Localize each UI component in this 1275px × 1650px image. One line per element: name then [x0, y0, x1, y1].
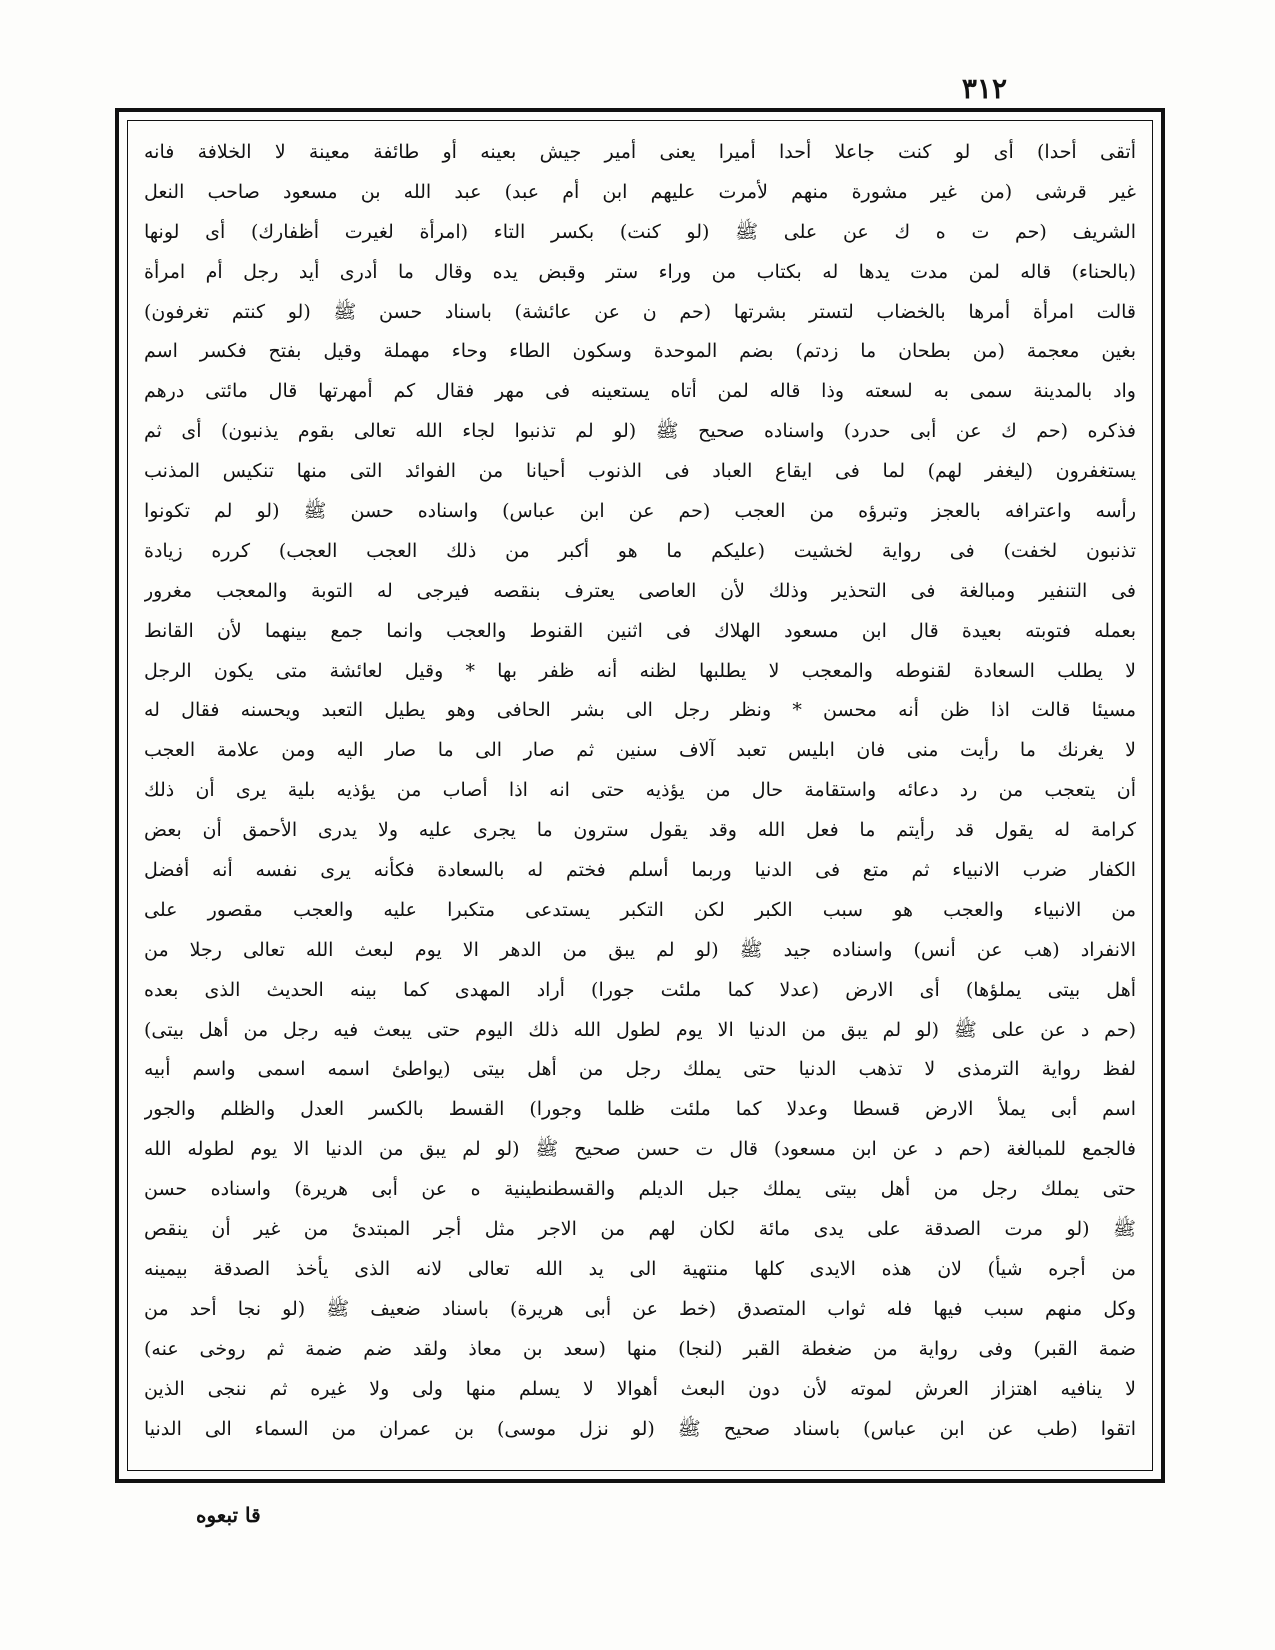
- text-line: لا ينافيه اهتزاز العرش لموته لأن دون البعث أهوالا لا يسلم منها ولى ولا غيره ثم ننجى الذين: [144, 1377, 1136, 1400]
- text-line: (حم د عن على ﷺ (لو لم يبق من الدنيا الا يوم لطول الله ذلك اليوم حتى يبعث فيه رجل من أهل بيتى): [144, 1018, 1136, 1041]
- text-line: غير قرشى (من غير مشورة منهم لأمرت عليهم ابن أم عبد) عبد الله بن مسعود صاحب النعل: [144, 180, 1136, 203]
- catchword: قا تبعوه: [196, 1503, 261, 1527]
- text-line: فذكره (حم ك عن أبى حدرد) واسناده صحيح ﷺ (لو لم تذنبوا لجاء الله تعالى بقوم يذنبون) أى ثم: [144, 420, 1136, 443]
- text-line: اسم أبى يملأ الارض قسطا وعدلا كما ملئت ظلما وجورا) القسط بالكسر العدل والظلم والجور: [144, 1098, 1136, 1121]
- text-line: فالجمع للمبالغة (حم د عن ابن مسعود) قال ت حسن صحيح ﷺ (لو لم يبق من الدنيا الا يوم لطوله الله: [144, 1138, 1136, 1161]
- text-line: وكل منهم سبب فيها فله ثواب المتصدق (خط عن أبى هريرة) باسناد ضعيف ﷺ (لو نجا أحد من: [144, 1297, 1136, 1320]
- text-line: أن يتعجب من رد دعائه واستقامة حال من يؤذيه حتى انه اذا أصاب من يؤذيه بلية يرى أن ذلك: [144, 779, 1136, 802]
- text-line: بعمله فتوبته بعيدة قال ابن مسعود الهلاك فى اثنين القنوط والعجب وانما جمع بينهما لأن القانط: [144, 619, 1136, 642]
- text-line: لفظ رواية الترمذى لا تذهب الدنيا حتى يملك رجل من أهل بيتى (يواطئ اسمه اسمى واسم أبيه: [144, 1058, 1136, 1081]
- text-block: [144, 133, 1136, 1458]
- text-line: أتقى أحدا) أى لو كنت جاعلا أحدا أميرا يعنى أمير جيش بعينه أو طائفة معينة لا الخلافة فانه: [144, 141, 1136, 163]
- text-line: كرامة له يقول قد رأيتم ما فعل الله وقد يقول سترون ما يجرى عليه ولا يدرى الأحمق أن بعض: [144, 819, 1136, 842]
- text-line: بغين معجمة (من بطحان ما زدتم) بضم الموحدة وسكون الطاء وحاء مهملة وقيل بفتح فكسر اسم: [144, 340, 1136, 363]
- text-frame-inner: [127, 120, 1153, 1471]
- text-line: من أجره شيأ) لان هذه الايدى كلها منتهية الى يد الله تعالى لانه الذى يأخذ الصدقة بيمينه: [144, 1257, 1136, 1280]
- text-line: أهل بيتى يملؤها) أى الارض (عدلا كما ملئت جورا) أراد المهدى كما بينه الحديث الذى بعده: [144, 978, 1136, 1001]
- text-frame-outer: [115, 108, 1165, 1483]
- text-line: تذنبون لخفت) فى رواية لخشيت (عليكم ما هو أكبر من ذلك العجب العجب) كرره زيادة: [144, 539, 1136, 562]
- text-line: فى التنفير ومبالغة فى التحذير وذلك لأن العاصى يعترف بنقصه فيرجى له التوبة والمعجب مغرور: [144, 579, 1136, 602]
- text-line: اتقوا (طب عن ابن عباس) باسناد صحيح ﷺ (لو نزل موسى) بن عمران من السماء الى الدنيا: [144, 1417, 1136, 1440]
- text-line: مسيئا قالت اذا ظن أنه محسن * ونظر رجل الى بشر الحافى وهو يطيل التعبد ويحسنه فقال له: [144, 699, 1136, 722]
- text-line: قالت امرأة أمرها بالخضاب لتستر بشرتها (حم ن عن عائشة) باسناد حسن ﷺ (لو كنتم تغرفون): [144, 300, 1136, 323]
- text-line: لا يغرنك ما رأيت منى فان ابليس تعبد آلاف سنين ثم صار الى ما صار اليه ومن علامة العجب: [144, 739, 1136, 762]
- text-line: الانفراد (هب عن أنس) واسناده جيد ﷺ (لو لم يبق من الدهر الا يوم لبعث الله تعالى رجلا من: [144, 938, 1136, 961]
- text-line: حتى يملك رجل من أهل بيتى يملك جبل الديلم والقسطنطينية ه عن أبى هريرة) واسناده حسن: [144, 1178, 1136, 1201]
- text-line: لا يطلب السعادة لقنوطه والمعجب لا يطلبها لظنه أنه ظفر بها * وقيل لعائشة متى يكون الرجل: [144, 659, 1136, 682]
- page-number: ٣١٢: [961, 72, 1007, 105]
- text-line: ضمة القبر) وفى رواية من ضغطة القبر (لنجا) منها (سعد بن معاذ ولقد ضم ضمة ثم روخى عنه): [144, 1337, 1136, 1360]
- text-line: الشريف (حم ت ه ك عن على ﷺ (لو كنت) بكسر التاء (امرأة لغيرت أظفارك) أى لونها: [144, 220, 1136, 243]
- text-line: (بالحناء) قاله لمن مدت يدها له بكتاب من وراء ستر وقبض يده وقال ما أدرى أيد رجل أم امرأة: [144, 260, 1136, 283]
- text-line: الكفار ضرب الانبياء ثم متع فى الدنيا وربما أسلم فختم له بالسعادة فكأنه يرى نفسه أنه أفضل: [144, 859, 1136, 882]
- text-line: من الانبياء والعجب هو سبب الكبر لكن التكبر يستدعى متكبرا عليه والعجب مقصور على: [144, 898, 1136, 921]
- text-line: رأسه واعترافه بالعجز وتبرؤه من العجب (حم عن ابن عباس) واسناده حسن ﷺ (لو لم تكونوا: [144, 500, 1136, 523]
- text-line: يستغفرون (ليغفر لهم) لما فى ايقاع العباد فى الذنوب أحيانا من الفوائد التى منها تنكيس المذنب: [144, 460, 1136, 483]
- text-line: واد بالمدينة سمى به لسعته وذا قاله لمن أتاه يستعينه فى مهر فقال كم أمهرتها قال مائتى درهم: [144, 380, 1136, 403]
- text-line: ﷺ (لو مرت الصدقة على يدى مائة لكان لهم من الاجر مثل أجر المبتدئ من غير أن ينقص: [144, 1218, 1136, 1241]
